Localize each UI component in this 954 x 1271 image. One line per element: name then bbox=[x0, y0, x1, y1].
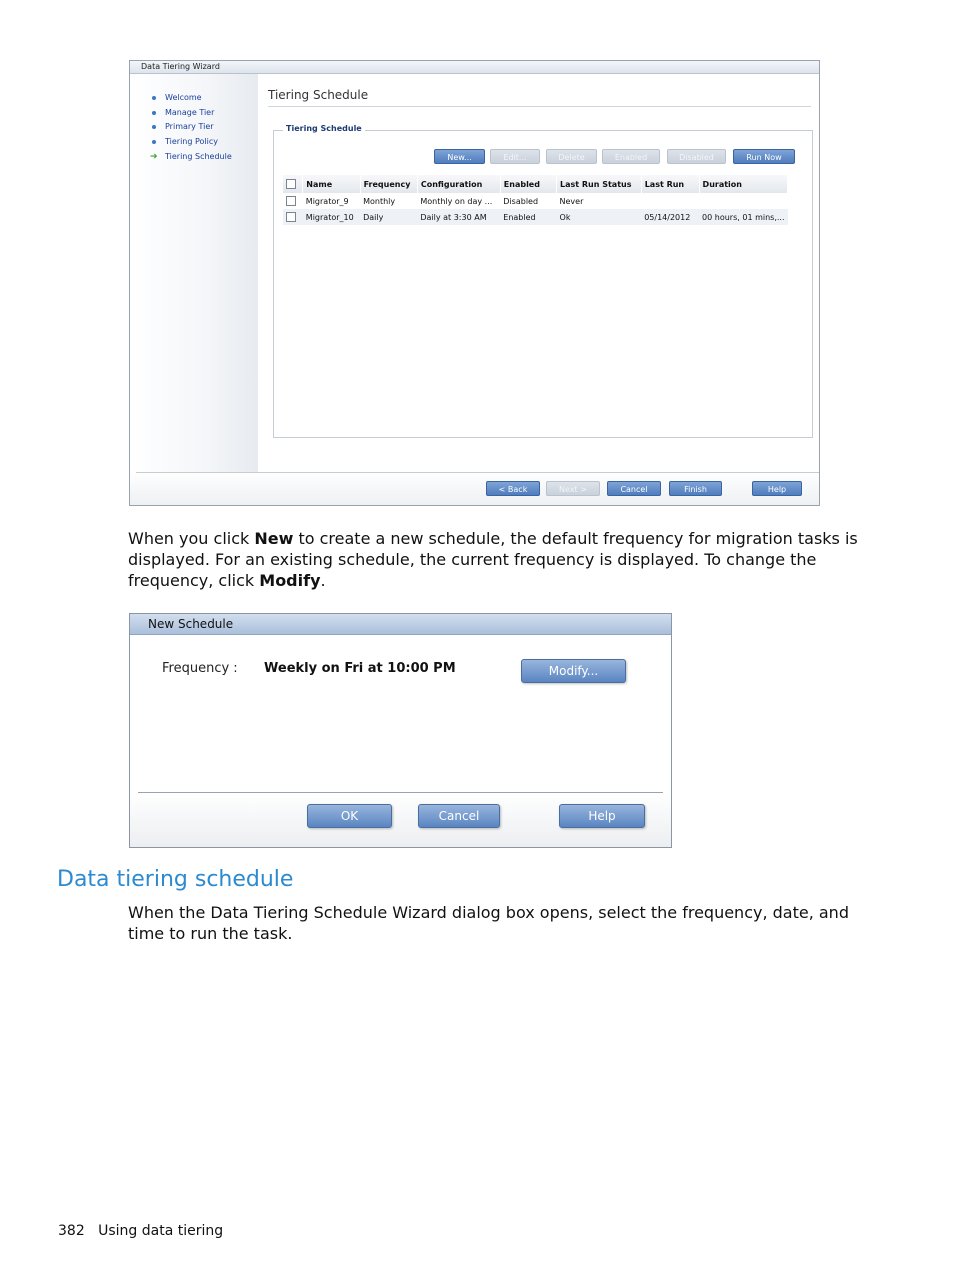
table-cell bbox=[699, 193, 787, 209]
modify-button[interactable]: Modify... bbox=[521, 659, 626, 683]
new-button[interactable]: New... bbox=[434, 149, 485, 164]
table-cell: 05/14/2012 bbox=[641, 209, 699, 225]
intro-paragraph: When you click New to create a new schedule, the default frequency for migration tasks is displayed. For an existing schedule, the current frequency is displayed. To change the frequency, click Modify. bbox=[128, 529, 858, 590]
wizard-title-bar: Data Tiering Wizard bbox=[130, 61, 819, 74]
table-cell: Migrator_9 bbox=[303, 193, 360, 209]
chapter-title: Using data tiering bbox=[98, 1223, 224, 1239]
wizard-step-welcome[interactable]: Welcome bbox=[130, 91, 232, 106]
next-button[interactable]: Next > bbox=[546, 481, 600, 496]
section-paragraph: When the Data Tiering Schedule Wizard dialog box opens, select the frequency, date, and time to run the task. bbox=[128, 903, 849, 943]
column-header[interactable]: Duration bbox=[699, 175, 787, 193]
wizard-step-primary-tier[interactable]: Primary Tier bbox=[130, 120, 232, 135]
wizard-step-pane bbox=[130, 74, 258, 472]
row-checkbox[interactable] bbox=[286, 212, 296, 222]
title-divider bbox=[268, 106, 811, 107]
help-button[interactable]: Help bbox=[559, 804, 645, 828]
bullet-icon bbox=[152, 111, 156, 115]
help-button[interactable]: Help bbox=[752, 481, 802, 496]
row-select-cell[interactable] bbox=[283, 193, 303, 209]
table-cell: 00 hours, 01 mins,... bbox=[699, 209, 787, 225]
data-tiering-wizard-window bbox=[129, 60, 820, 506]
bullet-icon bbox=[152, 125, 156, 129]
page-number: 382 bbox=[58, 1223, 85, 1239]
back-button[interactable]: < Back bbox=[486, 481, 540, 496]
frequency-label: Frequency : bbox=[162, 661, 238, 676]
table-row[interactable] bbox=[283, 209, 788, 225]
column-header[interactable]: Last Run Status bbox=[557, 175, 642, 193]
table-cell bbox=[641, 193, 699, 209]
current-step-arrow-icon: ➔ bbox=[150, 151, 158, 162]
column-header[interactable]: Enabled bbox=[500, 175, 556, 193]
edit-button[interactable]: Edit... bbox=[490, 149, 540, 164]
table-cell: Migrator_10 bbox=[303, 209, 360, 225]
group-label: Tiering Schedule bbox=[283, 124, 365, 133]
page-title: Tiering Schedule bbox=[268, 88, 369, 102]
bullet-icon bbox=[152, 140, 156, 144]
select-all-column[interactable] bbox=[283, 175, 303, 193]
delete-button[interactable]: Delete bbox=[546, 149, 597, 164]
table-cell: Ok bbox=[557, 209, 642, 225]
wizard-step-tiering-schedule[interactable]: ➔ Tiering Schedule bbox=[150, 151, 232, 162]
column-header[interactable]: Frequency bbox=[360, 175, 417, 193]
section-heading: Data tiering schedule bbox=[57, 867, 294, 892]
page-footer bbox=[58, 1223, 223, 1239]
select-all-checkbox[interactable] bbox=[286, 179, 296, 189]
column-header[interactable]: Last Run bbox=[641, 175, 699, 193]
wizard-content-pane bbox=[258, 74, 819, 472]
table-cell: Monthly on day ... bbox=[417, 193, 500, 209]
disabled-button[interactable]: Disabled bbox=[667, 149, 726, 164]
table-cell: Daily at 3:30 AM bbox=[417, 209, 500, 225]
table-row[interactable] bbox=[283, 193, 788, 209]
new-schedule-dialog bbox=[129, 613, 672, 848]
bullet-icon bbox=[152, 96, 156, 100]
row-checkbox[interactable] bbox=[286, 196, 296, 206]
schedule-table bbox=[283, 175, 788, 225]
wizard-step-manage-tier[interactable]: Manage Tier bbox=[130, 106, 232, 121]
table-cell: Enabled bbox=[500, 209, 556, 225]
new-emphasis: New bbox=[254, 529, 294, 548]
table-cell: Daily bbox=[360, 209, 417, 225]
wizard-step-list bbox=[130, 91, 232, 164]
row-select-cell[interactable] bbox=[283, 209, 303, 225]
table-header-row bbox=[283, 175, 788, 193]
modify-emphasis: Modify bbox=[259, 571, 321, 590]
table-cell: Monthly bbox=[360, 193, 417, 209]
cancel-button[interactable]: Cancel bbox=[607, 481, 661, 496]
column-header[interactable]: Name bbox=[303, 175, 360, 193]
dialog-footer-divider bbox=[138, 792, 663, 793]
column-header[interactable]: Configuration bbox=[417, 175, 500, 193]
enabled-button[interactable]: Enabled bbox=[602, 149, 660, 164]
footer-divider bbox=[136, 472, 819, 473]
frequency-value: Weekly on Fri at 10:00 PM bbox=[264, 661, 456, 676]
cancel-button[interactable]: Cancel bbox=[418, 804, 500, 828]
table-cell: Never bbox=[557, 193, 642, 209]
dialog-title-bar: New Schedule bbox=[130, 614, 671, 635]
ok-button[interactable]: OK bbox=[307, 804, 392, 828]
table-cell: Disabled bbox=[500, 193, 556, 209]
finish-button[interactable]: Finish bbox=[669, 481, 722, 496]
run-now-button[interactable]: Run Now bbox=[733, 149, 795, 164]
wizard-step-tiering-policy[interactable]: Tiering Policy bbox=[130, 135, 232, 150]
